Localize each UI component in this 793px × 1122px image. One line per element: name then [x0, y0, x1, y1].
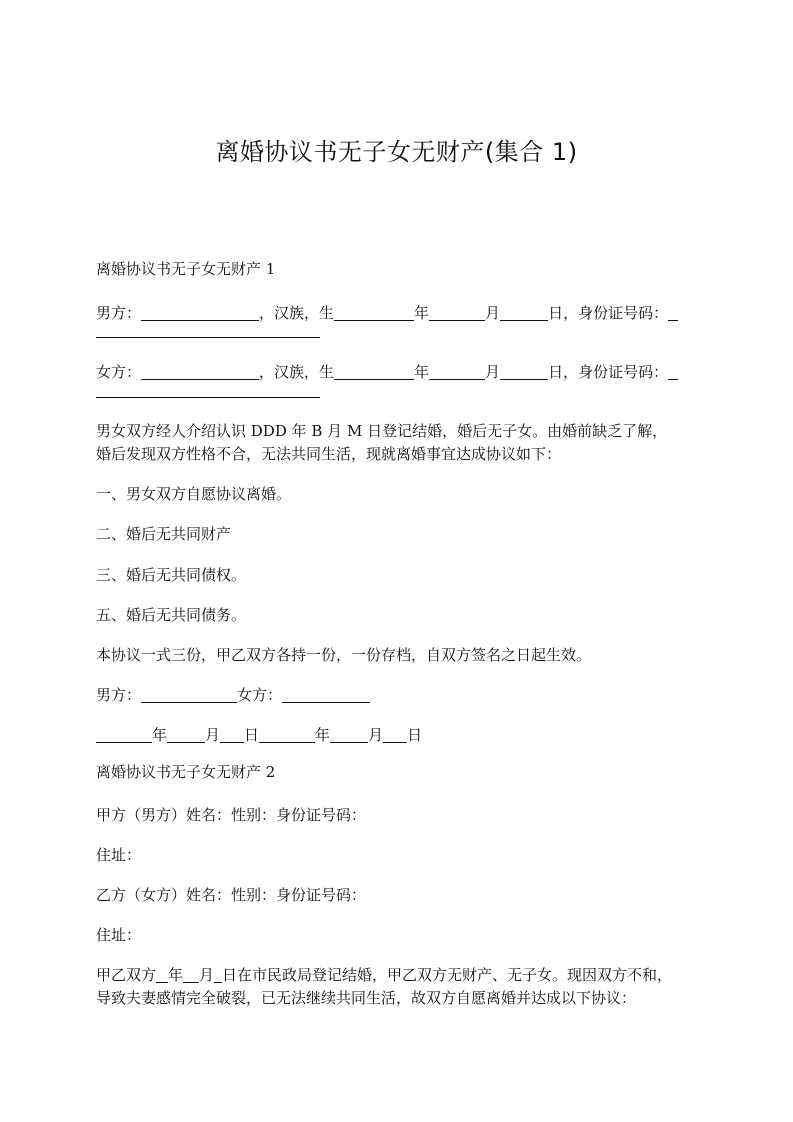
year-label: 年: [414, 304, 430, 322]
date-day-blank: [383, 726, 407, 743]
date-year-blank: [259, 726, 315, 743]
agreement-item: 三、婚后无共同债权。: [96, 566, 247, 584]
birth-day-blank: [500, 304, 548, 321]
party-b-address: 住址：: [96, 926, 142, 944]
sign-male-label: 男方：: [96, 686, 142, 704]
ethnic-birth-text: ，汉族，生: [259, 304, 335, 322]
agreement-item: 二、婚后无共同财产: [96, 525, 232, 543]
party-a-info: 甲方（男方）姓名：性别：身份证号码：: [96, 806, 367, 824]
month-label: 月: [485, 363, 501, 381]
date-month-blank: [167, 726, 205, 743]
date-day-label: 日: [244, 726, 260, 744]
birth-year-blank: [334, 363, 414, 380]
intro-line-2: 婚后发现双方性格不合，无法共同生活，现就离婚事宜达成协议如下：: [96, 445, 562, 463]
date-day-label: 日: [407, 726, 423, 744]
female-info-line: [96, 360, 699, 384]
male-id-continuation-line: [96, 337, 320, 338]
signature-line: [96, 683, 699, 707]
male-label: 男方：: [96, 304, 142, 322]
sign-female-label: 女方：: [237, 686, 283, 704]
date-year-blank: [96, 726, 152, 743]
section2-body-line-2: 导致夫妻感情完全破裂，已无法继续共同生活，故双方自愿离婚并达成以下协议：: [96, 989, 637, 1007]
female-label: 女方：: [96, 363, 142, 381]
section2-heading: 离婚协议书无子女无财产 2: [96, 763, 276, 781]
male-info-line: [96, 301, 699, 325]
birth-year-blank: [334, 304, 414, 321]
section2-body-line-1: [96, 963, 699, 987]
birth-month-blank: [429, 304, 485, 321]
body-text: 甲乙双方: [96, 966, 157, 984]
birth-day-blank: [500, 363, 548, 380]
body-text: 日在市民政局登记结婚，甲乙双方无财产、无子女。现因双方不和，: [222, 966, 673, 984]
month-label: 月: [199, 966, 215, 984]
date-line: [96, 723, 699, 747]
date-year-label: 年: [152, 726, 168, 744]
marriage-month-blank: [183, 966, 199, 983]
section1-heading: 离婚协议书无子女无财产 1: [96, 260, 276, 278]
party-b-info: 乙方（女方）姓名：性别：身份证号码：: [96, 886, 367, 904]
male-name-blank: [141, 304, 259, 321]
date-month-label: 月: [368, 726, 384, 744]
ethnic-birth-text: ，汉族，生: [259, 363, 335, 381]
agreement-item: 一、男女双方自愿协议离婚。: [96, 485, 292, 503]
id-number-blank: [668, 363, 678, 380]
party-a-address: 住址：: [96, 846, 142, 864]
date-month-label: 月: [205, 726, 221, 744]
day-id-label: 日，身份证号码：: [548, 363, 669, 381]
date-day-blank: [220, 726, 244, 743]
year-label: 年: [414, 363, 430, 381]
id-number-blank: [668, 304, 678, 321]
female-name-blank: [141, 363, 259, 380]
effect-clause: 本协议一式三份，甲乙双方各持一份，一份存档，自双方签名之日起生效。: [96, 646, 592, 664]
male-signature-blank: [141, 686, 237, 703]
day-id-label: 日，身份证号码：: [548, 304, 669, 322]
date-year-label: 年: [315, 726, 331, 744]
female-signature-blank: [282, 686, 370, 703]
document-title: 离婚协议书无子女无财产(集合 1): [215, 138, 578, 166]
intro-line-1: 男女双方经人介绍认识 DDD 年 B 月 M 日登记结婚，婚后无子女。由婚前缺乏了解，: [96, 422, 668, 440]
year-label: 年: [168, 966, 184, 984]
female-id-continuation-line: [96, 397, 320, 398]
month-label: 月: [485, 304, 501, 322]
marriage-year-blank: [156, 966, 168, 983]
agreement-item: 五、婚后无共同债务。: [96, 606, 247, 624]
date-month-blank: [330, 726, 368, 743]
birth-month-blank: [429, 363, 485, 380]
marriage-day-blank: [214, 966, 222, 983]
